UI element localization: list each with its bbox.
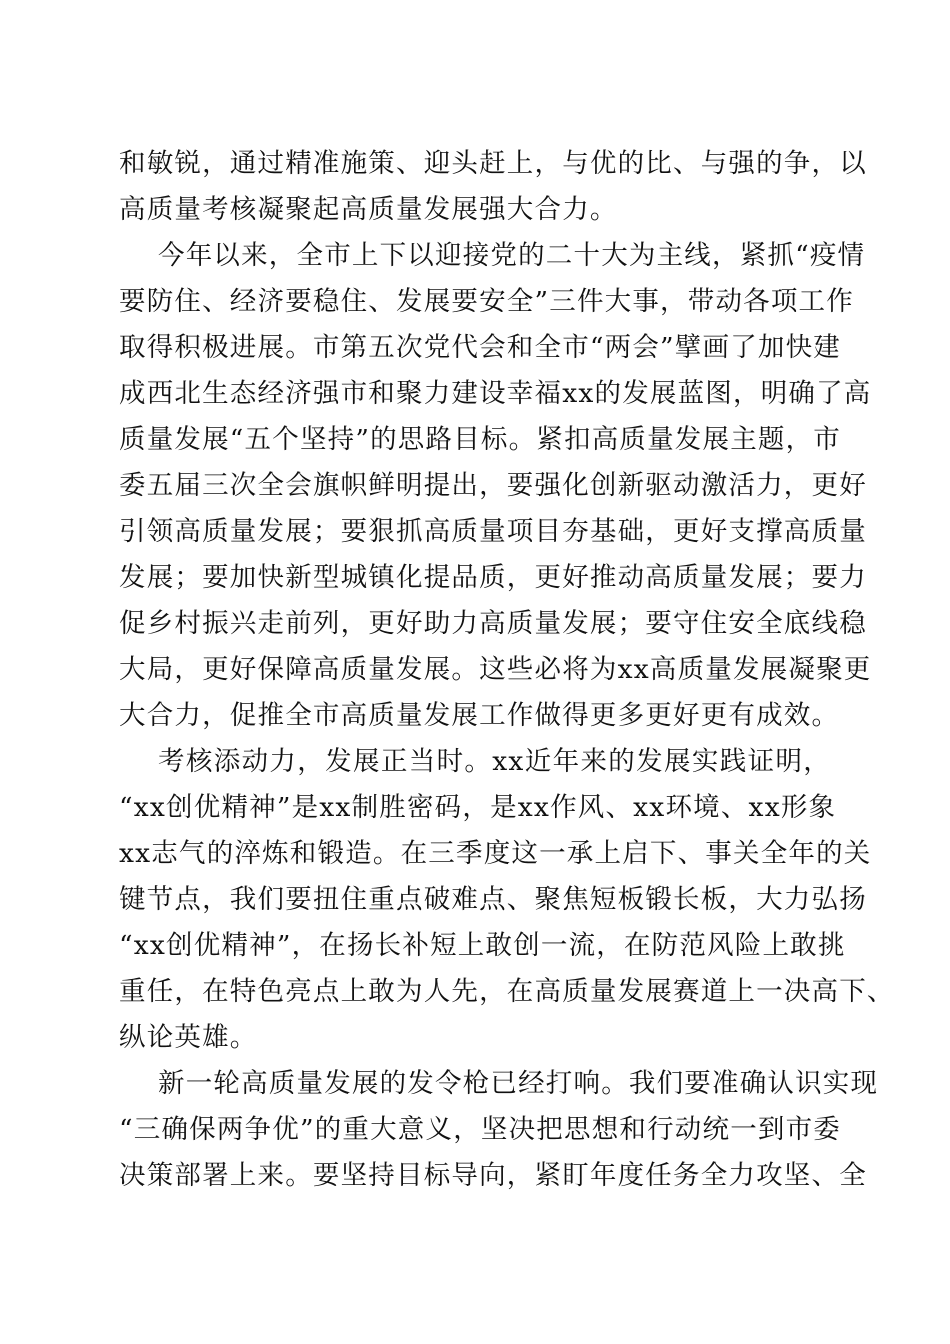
text-line: 重任，在特色亮点上敢为人先，在高质量发展赛道上一决高下、 bbox=[119, 976, 895, 1007]
text-line: 和敏锐，通过精准施策、迎头赶上，与优的比、与强的争，以 bbox=[119, 148, 867, 179]
text-line: 大局，更好保障高质量发展。这些必将为xx高质量发展凝聚更 bbox=[119, 654, 872, 685]
text-line: 成西北生态经济强市和聚力建设幸福xx的发展蓝图，明确了高 bbox=[119, 378, 872, 409]
paragraph-start-line: 今年以来，全市上下以迎接党的二十大为主线，紧抓“疫情 bbox=[158, 240, 866, 271]
text-line: 高质量考核凝聚起高质量发展强大合力。 bbox=[119, 194, 618, 225]
text-line: 决策部署上来。要坚持目标导向，紧盯年度任务全力攻坚、全 bbox=[119, 1160, 867, 1191]
text-line: 发展；要加快新型城镇化提品质，更好推动高质量发展；要力 bbox=[119, 562, 867, 593]
text-line: 纵论英雄。 bbox=[119, 1022, 258, 1053]
text-line: 引领高质量发展；要狠抓高质量项目夯基础，更好支撑高质量 bbox=[119, 516, 867, 547]
text-line: 要防住、经济要稳住、发展要安全”三件大事，带动各项工作 bbox=[119, 286, 854, 317]
text-line: 大合力，促推全市高质量发展工作做得更多更好更有成效。 bbox=[119, 700, 840, 731]
text-line: 质量发展“五个坚持”的思路目标。紧扣高质量发展主题，市 bbox=[119, 424, 841, 455]
text-line: 键节点，我们要扭住重点破难点、聚焦短板锻长板，大力弘扬 bbox=[119, 884, 867, 915]
paragraph-start-line: 新一轮高质量发展的发令枪已经打响。我们要准确认识实现 bbox=[158, 1068, 879, 1099]
text-line: 委五届三次全会旗帜鲜明提出，要强化创新驱动激活力，更好 bbox=[119, 470, 867, 501]
text-line: “三确保两争优”的重大意义，坚决把思想和行动统一到市委 bbox=[119, 1114, 841, 1145]
paragraph-start-line: 考核添动力，发展正当时。xx近年来的发展实践证明， bbox=[158, 746, 831, 777]
text-line: “xx创优精神”是xx制胜密码，是xx作风、xx环境、xx形象 bbox=[119, 792, 837, 823]
text-line: 促乡村振兴走前列，更好助力高质量发展；要守住安全底线稳 bbox=[119, 608, 867, 639]
text-line: 取得积极进展。市第五次党代会和全市“两会”擘画了加快建 bbox=[119, 332, 841, 363]
text-line: xx志气的淬炼和锻造。在三季度这一承上启下、事关全年的关 bbox=[119, 838, 872, 869]
text-line: “xx创优精神”，在扬长补短上敢创一流，在防范风险上敢挑 bbox=[119, 930, 846, 961]
